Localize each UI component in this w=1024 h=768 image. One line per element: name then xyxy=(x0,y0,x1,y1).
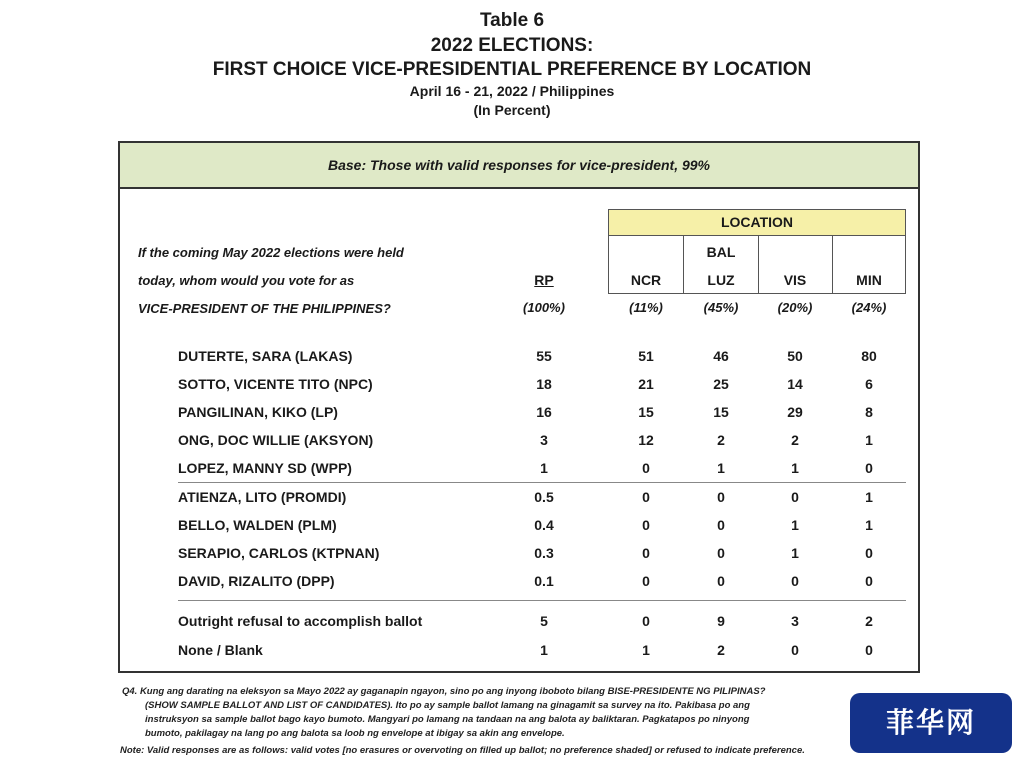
value-vis: 0 xyxy=(791,642,799,658)
base-band: Base: Those with valid responses for vice-president, 99% xyxy=(120,143,918,189)
value-luz: 0 xyxy=(717,573,725,589)
col-header-min: MIN xyxy=(856,272,882,288)
value-vis: 1 xyxy=(791,545,799,561)
col-header-ncr: NCR xyxy=(630,272,662,288)
share-min: (24%) xyxy=(851,300,887,315)
candidate-name: DAVID, RIZALITO (DPP) xyxy=(178,573,335,589)
value-rp: 0.4 xyxy=(534,517,554,533)
value-vis: 3 xyxy=(791,613,799,629)
table-row xyxy=(120,460,918,482)
value-ncr: 0 xyxy=(642,489,650,505)
row-separator xyxy=(178,482,906,483)
table-row xyxy=(120,376,918,398)
col-header-vis: VIS xyxy=(783,272,807,288)
value-rp: 5 xyxy=(540,613,548,629)
table-row xyxy=(120,642,918,664)
value-min: 1 xyxy=(865,517,873,533)
location-header: LOCATION xyxy=(608,209,906,236)
value-luz: 2 xyxy=(717,432,725,448)
table-row xyxy=(120,348,918,370)
value-vis: 2 xyxy=(791,432,799,448)
share-luz: (45%) xyxy=(703,300,739,315)
value-vis: 1 xyxy=(791,460,799,476)
value-luz: 1 xyxy=(717,460,725,476)
candidate-name: PANGILINAN, KIKO (LP) xyxy=(178,404,338,420)
footnote-line1: Q4. Kung ang darating na eleksyon sa Mayo 2022 ay gaganapin ngayon, sino po ang inyong iboboto bilang BISE-PRESIDENTE NG PILIPINAS? xyxy=(122,686,766,697)
value-luz: 2 xyxy=(717,642,725,658)
value-min: 80 xyxy=(861,348,877,364)
share-ncr: (11%) xyxy=(629,300,663,315)
col-header-luz: LUZ xyxy=(707,272,735,288)
value-min: 6 xyxy=(865,376,873,392)
question-line3: VICE-PRESIDENT OF THE PHILIPPINES? xyxy=(138,301,391,316)
value-rp: 55 xyxy=(536,348,552,364)
table-row xyxy=(120,489,918,511)
table-title-line2: FIRST CHOICE VICE-PRESIDENTIAL PREFERENCE BY LOCATION xyxy=(212,59,812,80)
value-min: 1 xyxy=(865,432,873,448)
value-rp: 1 xyxy=(540,460,548,476)
table-number: Table 6 xyxy=(479,10,545,31)
value-min: 0 xyxy=(865,460,873,476)
value-min: 2 xyxy=(865,613,873,629)
col-header-bal: BAL xyxy=(706,244,736,260)
candidate-name: LOPEZ, MANNY SD (WPP) xyxy=(178,460,352,476)
value-ncr: 0 xyxy=(642,613,650,629)
value-ncr: 0 xyxy=(642,460,650,476)
value-min: 0 xyxy=(865,573,873,589)
value-luz: 25 xyxy=(713,376,729,392)
value-ncr: 15 xyxy=(638,404,654,420)
value-min: 1 xyxy=(865,489,873,505)
value-ncr: 0 xyxy=(642,545,650,561)
value-luz: 46 xyxy=(713,348,729,364)
table-row xyxy=(120,432,918,454)
watermark-logo: 菲华网 xyxy=(850,693,1012,753)
value-rp: 1 xyxy=(540,642,548,658)
survey-dates: April 16 - 21, 2022 / Philippines xyxy=(409,83,615,99)
value-vis: 29 xyxy=(787,404,803,420)
question-line1: If the coming May 2022 elections were held xyxy=(138,245,404,260)
value-min: 0 xyxy=(865,545,873,561)
candidate-name: SERAPIO, CARLOS (KTPNAN) xyxy=(178,545,380,561)
value-min: 0 xyxy=(865,642,873,658)
value-ncr: 1 xyxy=(642,642,650,658)
value-min: 8 xyxy=(865,404,873,420)
share-vis: (20%) xyxy=(777,300,813,315)
value-vis: 50 xyxy=(787,348,803,364)
candidate-name: DUTERTE, SARA (LAKAS) xyxy=(178,348,353,364)
value-luz: 0 xyxy=(717,545,725,561)
candidate-name: ONG, DOC WILLIE (AKSYON) xyxy=(178,432,374,448)
value-luz: 9 xyxy=(717,613,725,629)
value-luz: 0 xyxy=(717,517,725,533)
value-luz: 0 xyxy=(717,489,725,505)
unit-label: (In Percent) xyxy=(473,102,551,118)
value-rp: 0.3 xyxy=(534,545,554,561)
share-rp: (100%) xyxy=(523,300,565,315)
value-vis: 14 xyxy=(787,376,803,392)
value-rp: 0.5 xyxy=(534,489,554,505)
value-ncr: 0 xyxy=(642,517,650,533)
table-frame xyxy=(118,141,920,673)
candidate-name: BELLO, WALDEN (PLM) xyxy=(178,517,337,533)
value-luz: 15 xyxy=(713,404,729,420)
table-row xyxy=(120,404,918,426)
table-row xyxy=(120,573,918,595)
footnote-line2: (SHOW SAMPLE BALLOT AND LIST OF CANDIDATES). Ito po ay sample ballot lamang na ginagamit sa survey na ito. Pakibasa po ang xyxy=(145,700,750,711)
candidate-name: ATIENZA, LITO (PROMDI) xyxy=(178,489,347,505)
col-header-rp: RP xyxy=(534,272,554,288)
value-ncr: 12 xyxy=(638,432,654,448)
footnote-line3: instruksyon sa sample ballot bago kayo bumoto. Mangyari po lamang na tandaan na ang balota ay baliktaran. Pagkatapos po ninyong xyxy=(145,714,750,725)
response-label: Outright refusal to accomplish ballot xyxy=(178,613,423,629)
value-vis: 1 xyxy=(791,517,799,533)
table-row xyxy=(120,517,918,539)
footnote-note: Note: Valid responses are as follows: valid votes [no erasures or overvoting on filled up ballot; no preference shaded] or refused to indicate preference. xyxy=(120,745,805,756)
value-vis: 0 xyxy=(791,573,799,589)
row-separator xyxy=(178,600,906,601)
value-rp: 3 xyxy=(540,432,548,448)
table-row xyxy=(120,613,918,635)
value-ncr: 51 xyxy=(638,348,654,364)
value-ncr: 0 xyxy=(642,573,650,589)
value-ncr: 21 xyxy=(638,376,654,392)
question-line2: today, whom would you vote for as xyxy=(138,273,355,288)
table-title-line1: 2022 ELECTIONS: xyxy=(430,35,594,56)
value-vis: 0 xyxy=(791,489,799,505)
value-rp: 16 xyxy=(536,404,552,420)
value-rp: 0.1 xyxy=(534,573,554,589)
table-row xyxy=(120,545,918,567)
response-label: None / Blank xyxy=(178,642,263,658)
value-rp: 18 xyxy=(536,376,552,392)
candidate-name: SOTTO, VICENTE TITO (NPC) xyxy=(178,376,373,392)
footnote-line4: bumoto, pakilagay na lang po ang balota sa loob ng envelope at ibigay sa akin ang envelope. xyxy=(145,728,565,739)
